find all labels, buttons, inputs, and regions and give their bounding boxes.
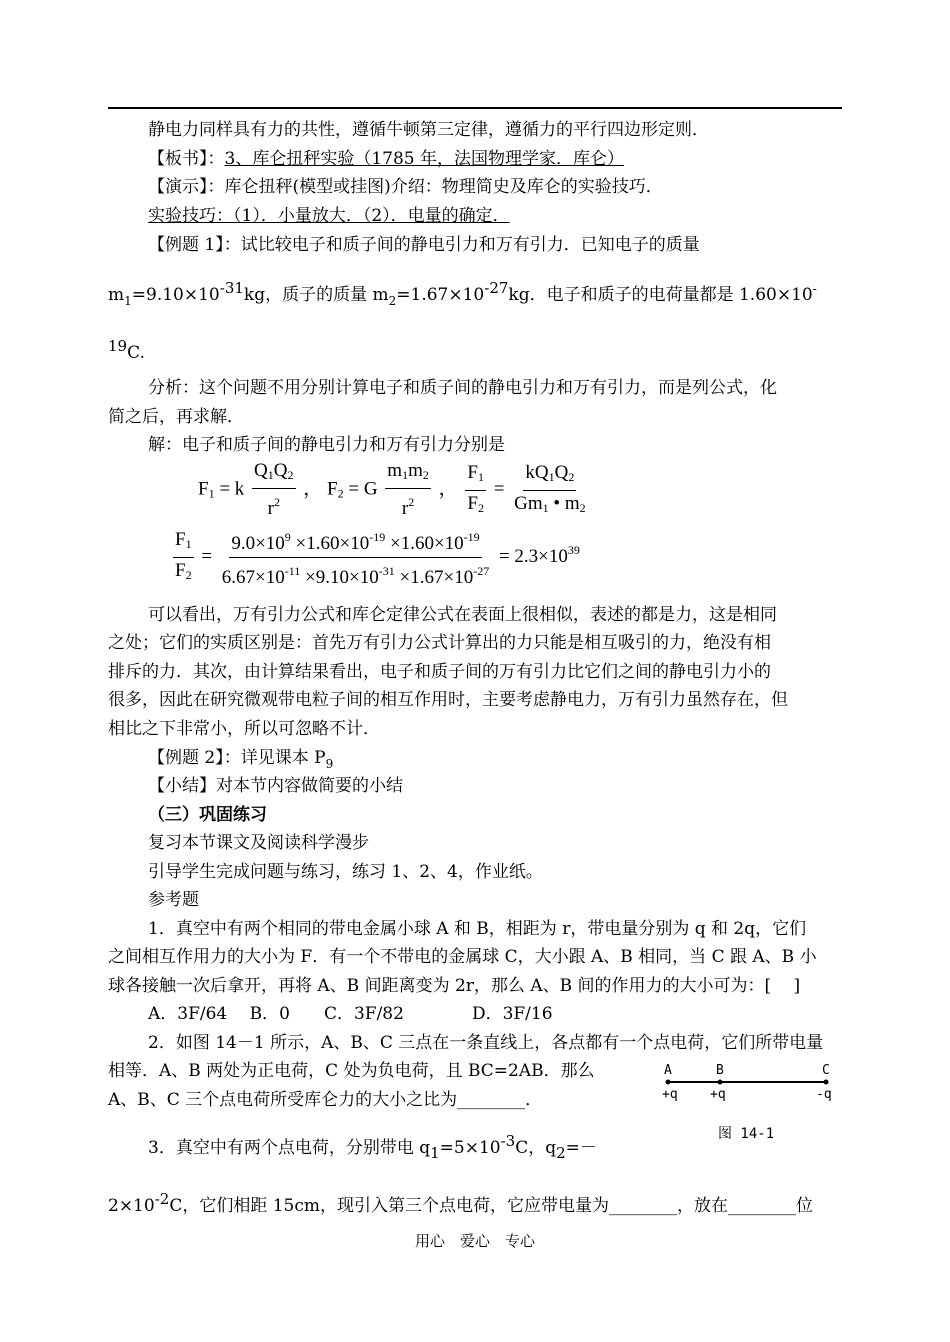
analysis-line: 分析：这个问题不用分别计算电子和质子间的静电引力和万有引力，而是列公式，化 bbox=[148, 378, 777, 398]
page-footer: 用心 爱心 专心 bbox=[414, 1232, 535, 1250]
example1-charge: $^{19}$C. bbox=[108, 337, 145, 363]
review-line: 复习本节课文及阅读科学漫步 bbox=[148, 833, 369, 853]
paragraph-line: 相比之下非常小，所以可忽略不计． bbox=[108, 719, 380, 739]
charge-c: -q bbox=[816, 1087, 832, 1102]
paragraph-line: 之处；它们的实质区别是：首先万有引力公式计算出的力只能是相互吸引的力，绝没有相 bbox=[108, 633, 771, 653]
paragraph-line: 排斥的力．其次，由计算结果看出，电子和质子间的万有引力比它们之间的静电引力小的 bbox=[108, 662, 771, 682]
example1-title: 【例题 1】：试比较电子和质子间的静电引力和万有引力．已知电子的质量 bbox=[148, 235, 700, 255]
question3-line: $2\times 10^{-2}C$，它们相距 15cm，现引入第三个点电荷，它应带电量为________，放在________位 bbox=[108, 1190, 814, 1216]
solution-intro: 解：电子和质子间的静电引力和万有引力分别是 bbox=[148, 435, 505, 455]
question1-line: 球各接触一次后拿开，再将 A、B 间距离变为 2r，那么 A、B 间的作用力的大小可为：[ ] bbox=[108, 976, 801, 996]
figure-14-1 bbox=[660, 1060, 840, 1150]
question3-line: 3．真空中有两个点电荷，分别带电 $q_1=5\times 10^{-3}C$，$q_2=-$ bbox=[148, 1132, 597, 1162]
example1-masses: $m_1=9.10\times 10^{-31}kg$，质子的质量 $m_2=1.67\times 10^{-27}kg$．电子和质子的电荷量都是 1.60×10- bbox=[108, 279, 817, 308]
question1-line: 之间相互作用力的大小为 F．有一个不带电的金属球 C，大小跟 A、B 相同，当 C 跟 A、B 小 bbox=[108, 947, 817, 967]
summary-line: 【小结】对本节内容做简要的小结 bbox=[148, 776, 403, 796]
question2-line: A、B、C 三个点电荷所受库仑力的大小之比为________． bbox=[108, 1090, 543, 1110]
question2-line: 2．如图 14－1 所示，A、B、C 三点在一条直线上，各点都有一个点电荷，它们所带电量 bbox=[148, 1033, 824, 1053]
demo-note: 【演示】：库仑扭秤(模型或挂图)介绍：物理简史及库仑的实验技巧． bbox=[148, 177, 663, 197]
point-c-label: C bbox=[822, 1063, 830, 1078]
text-line: 静电力同样具有力的共性，遵循牛顿第三定律，遵循力的平行四边形定则． bbox=[148, 120, 709, 140]
header-rule bbox=[108, 107, 842, 109]
point-a bbox=[666, 1080, 671, 1085]
section-heading: （三）巩固练习 bbox=[148, 805, 267, 825]
question1-options: A．3F/64 B．0 C．3F/82 D．3F/16 bbox=[148, 1004, 553, 1024]
figure-caption: 图 14-1 bbox=[718, 1126, 775, 1142]
point-c bbox=[824, 1080, 829, 1085]
technique-note: 实验技巧：（1）．小量放大．（2）．电量的确定． bbox=[148, 206, 510, 226]
formula-forces: $F_1 = k$ $\frac{Q_1Q_2}{r^2}$ ， $F_2 = G$ $\frac{m_1m_2}{r^2}$ ， $\frac{F_1}{F_2}$ = $\frac{kQ_1Q_2}{Gm_1 • m_2}$ bbox=[198, 460, 586, 519]
formula-ratio: $\frac{F_1}{F_2}$ = $\frac{9.0\times 10^9 \times 1.60\times 10^{-19} \times 1.60\times 10^{-19}}{6.67\times 10^{-11} \times 9.10\times 10^{-31} \times 1.67\times 10^{-27}}$ = $2.3\times 10^{39}$ bbox=[170, 526, 580, 589]
reference-title: 参考题 bbox=[148, 890, 199, 910]
question2-line: 相等．A、B 两处为正电荷，C 处为负电荷，且 BC=2AB．那么 bbox=[108, 1061, 595, 1081]
point-b bbox=[718, 1080, 723, 1085]
board-note: 【板书】：3、库仑扭秤实验（1785 年，法国物理学家．库仑） bbox=[148, 149, 624, 169]
point-b-label: B bbox=[716, 1063, 724, 1078]
analysis-line: 简之后，再求解． bbox=[108, 407, 244, 427]
charge-b: +q bbox=[710, 1087, 726, 1102]
example2: 【例题 2】：详见课本 $P_9$ bbox=[148, 748, 334, 771]
question1-line: 1．真空中有两个相同的带电金属小球 A 和 B，相距为 r，带电量分别为 q 和 2q，它们 bbox=[148, 919, 807, 939]
exercise-line: 引导学生完成问题与练习，练习 1、2、4，作业纸。 bbox=[148, 862, 543, 882]
paragraph-line: 很多，因此在研究微观带电粒子间的相互作用时，主要考虑静电力，万有引力虽然存在，但 bbox=[108, 690, 788, 710]
point-a-label: A bbox=[664, 1063, 672, 1078]
paragraph-line: 可以看出，万有引力公式和库仑定律公式在表面上很相似，表述的都是力，这是相同 bbox=[148, 605, 777, 625]
charge-a: +q bbox=[662, 1087, 678, 1102]
